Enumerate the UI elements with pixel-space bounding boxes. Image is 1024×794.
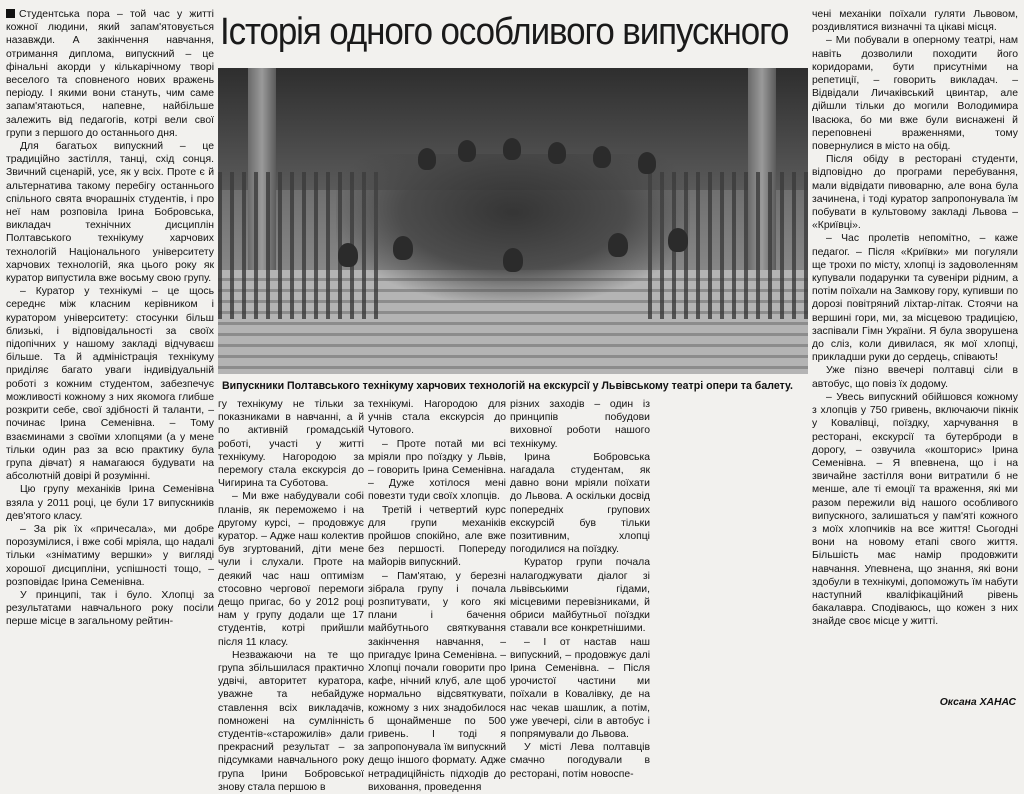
bullet-square-icon bbox=[6, 9, 15, 18]
article-photo bbox=[218, 68, 808, 374]
paragraph: Куратор групи почала налагоджувати діалог зі львівськими гідами, місцевими перевізниками, й обриси майбутньої поїздки ставали все конкретнішими. bbox=[510, 557, 650, 635]
article-column-right bbox=[812, 8, 1018, 696]
photo-person bbox=[593, 146, 611, 168]
photo-caption: Випускники Полтавського технікуму харчових технологій на екскурсії у Львівському театрі опери та балету. bbox=[222, 380, 793, 392]
paragraph: У принципі, так і було. Хлопці за результатами навчального року посіли перше місце в загальному рейтин- bbox=[6, 589, 214, 628]
paragraph: – Пам'ятаю, у березні зібрала групу і почала розпитувати, у кого які плани і бачення майбутнього святкування закінчення навчання, – пригадує Ірина Семенівна. – Хлопці почали говорити про кафе, нічний клуб, але щоб нормально відсвяткувати, кожному з них знадобилося б щонайменше по 500 гривень. І тоді я запропонувала їм випускний дещо іншого формату. Адже нетрадиційність підходів до виховання, проведення bbox=[368, 570, 507, 793]
paragraph: – Ми вже набудували собі планів, як переможемо і на другому курсі, – продовжує куратор. – Адже наш колектив був згуртований, діти мене чули і слухали. Проте на деякий час наш оптимізм стосовно чергової перемоги дещо пригас, бо у 2012 році нам у групу додали ще 17 студентів, котрі прийшли після 11 класу. bbox=[218, 491, 364, 648]
photo-person bbox=[668, 228, 688, 252]
article-column-b3 bbox=[510, 398, 650, 780]
article-byline: Оксана ХАНАС bbox=[939, 697, 1016, 708]
paragraph: У місті Лева полтавців смачно погодували в ресторані, потім новоспе- bbox=[510, 742, 650, 780]
paragraph: чені механіки поїхали гуляти Львовом, роздивлятися визначні та цікаві місця. bbox=[812, 9, 1018, 34]
photo-person bbox=[638, 152, 656, 174]
lead-paragraph: Студентська пора – той час у житті кожної людини, який запам'ятовується назавжди. А закінчення навчання, отримання диплома, випускний – це фінальні акорди у кількарічному творі веселого та сповненого нових вражень періоду. І якими вони стануть, чим саме запам'ятаються, напевне, найбільше залежить від педагогів, котрі вели свої групи з першого до останнього дня. bbox=[6, 9, 214, 139]
paragraph: Цю групу механіків Ірина Семенівна взяла у 2011 році, це були 17 випускників дев'ятого класу. bbox=[6, 484, 214, 522]
paragraph: – Увесь випускний обійшовся кожному з хлопців у 750 гривень, включаючи пікнік у Ковалівці, поїздку, харчування в ресторані, екскурсії та бутерброди в дорогу, – озвучила «кошторис» Ірина Семенівна. – Я впевнена, що і на звичайне застілля вони витратили б не менше, але ті емоції та враження, які ми разом пережили від нашого особливого випускного, залишаться у пам'яті кожного з моїх хлопчиків на все життя! Сьогодні вони на новому етапі свого життя. Більшість має намір продовжити навчання. Упевнена, що знання, які вони здобули в технікумі, допоможуть їм набути наступний кваліфікаційний рівень бакалавра. Сподіваюсь, що кожен з них знайде своє місце у житті. bbox=[812, 391, 1018, 628]
article-column-left bbox=[6, 8, 214, 708]
paragraph: технікумі. Нагородою для учнів стала екскурсія до Чутового. bbox=[368, 399, 506, 437]
paragraph: Третій і четвертий курс для групи механіків пройшов спокійно, але вже без першості. Попереду майорів випускний. bbox=[368, 504, 506, 569]
paragraph: Після обіду в ресторані студенти, відповідно до програми перебування, мали відвідати пивоварню, але вона була зачинена, і тоді куратор запропонувала їм побувати в культовому закладі Львова – «Криївці». bbox=[812, 154, 1018, 232]
paragraph: Ірина Бобровська нагадала студентам, як давно вони мріяли поїхати до Львова. А оскільки досвід попередніх групових екскурсій був тільки позитивним, хлопці погодилися на поїздку. bbox=[510, 451, 650, 556]
photo-person bbox=[608, 233, 628, 257]
paragraph: – Проте потай ми всі мріяли про поїздку у Львів, – говорить Ірина Семенівна. – Дуже хотілося мені повезти туди своїх хлопців. bbox=[368, 438, 506, 503]
photo-group-of-students bbox=[336, 154, 690, 301]
paragraph: – Час пролетів непомітно, – каже педагог. – Після «Криївки» ми погуляли ще трохи по місту, хлопці із задоволенням купували подарунки та сувеніри рідним, а потім поїхали на Замкову гору, купивши по дорозі повітряний ліхтар-літак. Стоячи на вершині гори, ми, за місцевою традицією, заспівали Гімн України. Я була зворушена до сліз, коли дивилася, як мої хлопці, прикладши руки до сердець, співають! bbox=[812, 233, 1018, 364]
paragraph: гу технікуму не тільки за показниками в навчанні, а й по активній громадській роботі, участі у житті технікуму. Нагородою за перемогу стала екскурсія до Чигирина та Суботова. bbox=[218, 399, 364, 490]
paragraph: Уже пізно ввечері полтавці сіли в автобус, що повіз їх додому. bbox=[812, 365, 1018, 390]
photo-person bbox=[418, 148, 436, 170]
photo-person bbox=[548, 142, 566, 164]
paragraph: – І от настав наш випускний, – продовжує далі Ірина Семенівна. – Після урочистої частини ми поїхали в Ковалівку, де на нас чекав шашлик, а потім, уже увечері, сіли в автобус і попрямували до Львова. bbox=[510, 636, 650, 741]
article-column-b1 bbox=[218, 398, 364, 793]
article-column-b2 bbox=[368, 398, 507, 793]
photo-person bbox=[503, 248, 523, 272]
photo-person bbox=[458, 140, 476, 162]
paragraph: – Ми побували в оперному театрі, нам навіть дозволили походити його коридорами, бути присутніми на репетиції, – говорить викладач. – Відвідали Личаківський цвинтар, але дійшли тільки до могили Володимира Івасюка, бо ми вже були виснажені й переповнені враженнями, тому повернулися в місто на обід. bbox=[812, 35, 1018, 153]
paragraph: різних заходів – один із принципів побудови виховної роботи нашого технікуму. bbox=[510, 399, 650, 450]
photo-person bbox=[338, 243, 358, 267]
paragraph: – Куратор у технікумі – це щось середнє між класним керівником і куратором університету: стосунки більш близькі, і відповідальності за своїх підопічних у нашому закладі відчуваєш більше. Та й адміністрація технікуму приділяє багато уваги індивідуальній роботі з кожним студентом, забезпечує можливості кожному з них якомога глибше розкрити себе, свої здібності й таланти, – починає Ірина Семенівна. – Тому взаєминами з своїми хлопцями (а у мене тільки один раз за всю практику була група дівчат) я намагаюся будувати на абсолютній довірі й розумінні. bbox=[6, 286, 214, 483]
photo-person bbox=[503, 138, 521, 160]
photo-person bbox=[393, 236, 413, 260]
paragraph: – За рік їх «причесала», ми добре порозумілися, і вже собі мріяла, що надалі тільки «зніматиму вершки» у вигляді хорошої дисципліни, успішності тощо, – розповідає Ірина Семенівна. bbox=[6, 523, 214, 588]
paragraph: Незважаючи на те що група збільшилася практично удвічі, авторитет куратора, уважне та небайдуже ставлення всіх викладачів, помножені на сумлінність студентів-«старожилів» дали прекрасний результат – за підсумками навчального року група Ірини Бобровської знову стала першою в bbox=[218, 649, 364, 793]
article-headline: Історія одного особливого випускного bbox=[220, 11, 789, 53]
paragraph: Для багатьох випускний – це традиційно застілля, танці, схід сонця. Звичний сценарій, усе, як у всіх. Проте є й альтернатива такому перебігу останнього спільного свята вчорашніх студентів, і про неї нам розповіла Ірина Бобровська, викладач технічних дисциплін Полтавського технікуму харчових технологій Національного університету харчових технологій, яка цього року як куратор випустила вже восьму свою групу. bbox=[6, 141, 214, 285]
